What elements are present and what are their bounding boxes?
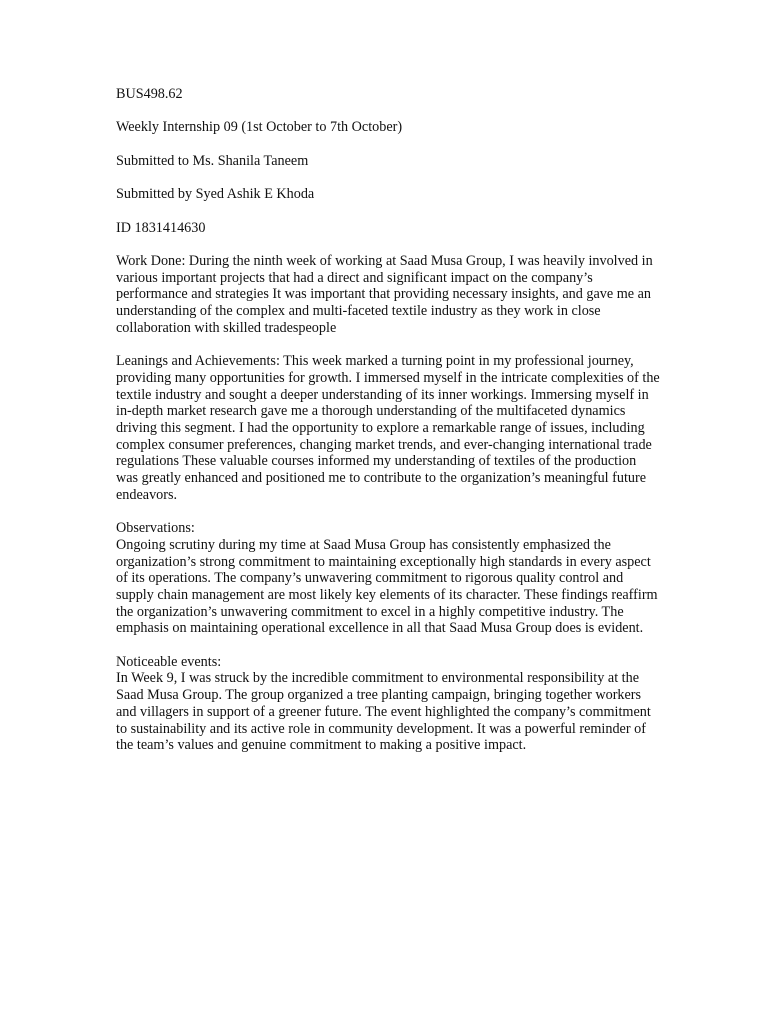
work-done-paragraph: Work Done: During the ninth week of working at Saad Musa Group, I was heavily involved in various important projects that had a direct and significant impact on the company’s performance and strategies It was important that providing necessary insights, and gave me an understanding of the complex and multi-faceted textile industry as they work in close collaboration with skilled tradespeople	[116, 252, 653, 336]
events-paragraph: In Week 9, I was struck by the incredible commitment to environmental responsibility at the Saad Musa Group. The group organized a tree planting campaign, bringing together workers and villagers in support of a greener future. The event highlighted the company’s commitment to sustainability and its active role in community development. It was a powerful reminder of the team’s values and genuine commitment to making a positive impact.	[116, 670, 651, 754]
events-section	[116, 654, 661, 754]
events-heading: Noticeable events:	[116, 653, 222, 670]
observations-section	[116, 520, 661, 637]
submitted-by: Submitted by Syed Ashik E Khoda	[116, 186, 315, 203]
submitted-to: Submitted to Ms. Shanila Taneem	[116, 152, 309, 169]
course-code: BUS498.62	[116, 86, 183, 102]
observations-heading: Observations:	[116, 520, 195, 537]
observations-paragraph: Ongoing scrutiny during my time at Saad Musa Group has consistently emphasized the organization’s strong commitment to maintaining exceptionally high standards in every aspect of its operations. The company’s unwavering commitment to rigorous quality control and supply chain management are most likely key elements of its character. These findings reaffirm the organization’s unwavering commitment to excel in a highly competitive industry. The emphasis on maintaining operational excellence in all that Saad Musa Group does is evident.	[116, 536, 658, 637]
document-page	[116, 86, 661, 771]
report-title: Weekly Internship 09 (1st October to 7th October)	[116, 119, 403, 136]
learnings-paragraph: Leanings and Achievements: This week marked a turning point in my professional journey, providing many opportunities for growth. I immersed myself in the intricate complexities of the textile industry and sought a deeper understanding of its inner workings. Immersing myself in in-depth market research gave me a thorough understanding of the multifaceted dynamics driving this segment. I had the opportunity to explore a remarkable range of issues, including complex consumer preferences, changing market trends, and ever-changing international trade regulations These valuable courses informed my understanding of textiles of the production was greatly enhanced and positioned me to contribute to the organization’s meaningful future endeavors.	[116, 353, 660, 503]
student-id: ID 1831414630	[116, 219, 206, 236]
